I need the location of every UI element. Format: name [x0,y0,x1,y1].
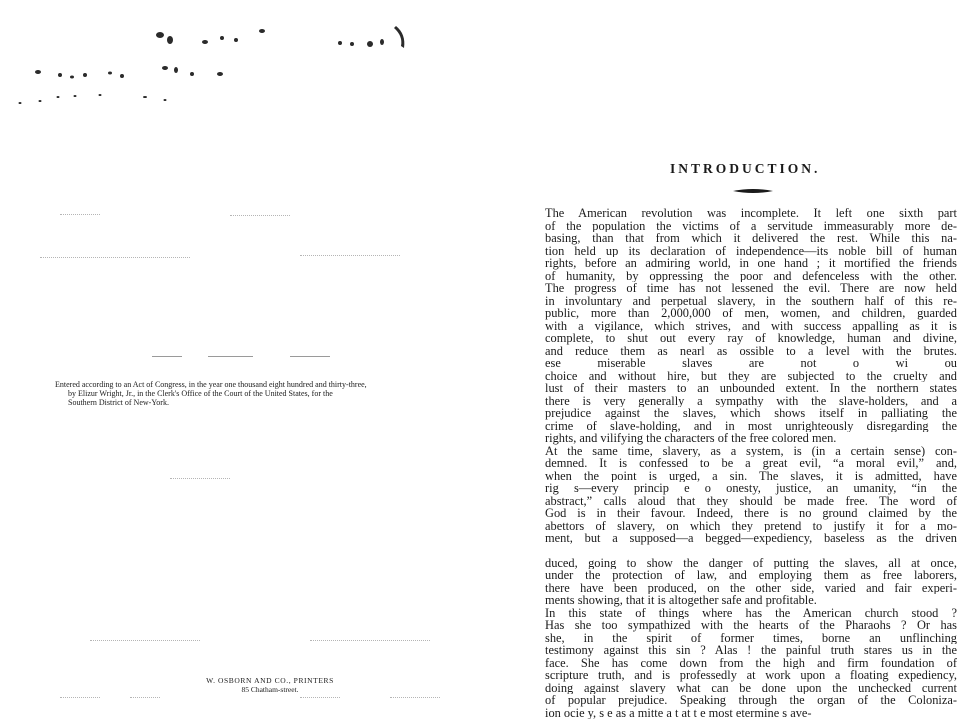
copyright-line: Southern District of New-York. [68,398,169,407]
page-title: INTRODUCTION. [670,161,821,176]
text-block-2 [545,557,957,720]
text-line: of the population the victims of a servitude immeasurably more de- [545,219,957,232]
divider-rule [208,356,253,357]
text-line: tion held up its declaration of independence—its noble bill of human [545,244,957,257]
text-line: abettors of slavery, on which they pretend to justify it for a mo- [545,519,957,532]
text-line: demned. It is confessed to be a great evil, “a moral evil,” and, [545,457,957,470]
text-line: of humanity, by oppressing the poor and defenceless with the other. [545,269,957,282]
text-line: testimony against this sin ? Alas ! the painful truth stares us in the [545,644,957,657]
text-line: ion ocie y, s e as a mitte a t at t e most etermine s ave- [545,706,812,719]
faint-rule [90,640,200,641]
faint-rule [130,697,160,698]
divider-rule [152,356,182,357]
text-line: public, more than 2,000,000 of men, women, and children, guarded [545,307,957,320]
faint-rule [170,478,230,479]
text-line: doing against slavery what can be done upon the unchecked current [545,681,957,694]
introduction-text [545,207,957,719]
printer-imprint [170,676,370,694]
text-line: under the protection of law, and employing them as free laborers, [545,569,957,582]
text-line: there have been produced, on the other side, varied and fair experi- [545,581,957,594]
text-line: and reduce them as nearl as ossible to a level with the brutes. [545,344,957,357]
text-line: she, in the spirit of former times, borne an unflinching [545,631,957,644]
text-line: rights, and vilifying the characters of the free colored men. [545,432,837,445]
text-line: abstract,” calls aloud that they should be made free. The word of [545,494,957,507]
printer-address: 85 Chatham-street. [241,685,299,694]
faint-rule [60,697,100,698]
ornament-rule [733,186,773,196]
divider-rule [290,356,330,357]
text-line: lust of their masters to an unbounded extent. In the northern states [545,382,957,395]
text-line: Has she too sympathized with the hearts of the Pharaohs ? Or has [545,619,957,632]
text-line: with a vigilance, which strives, and with success appalling as it is [545,319,957,332]
text-line: when the point is urged, a sin. The slaves, it is admitted, have [545,469,957,482]
text-line: prejudice against the slaves, which shows itself in palliating the [545,407,957,420]
right-page [490,0,980,723]
faint-rule [390,697,440,698]
text-line: The American revolution was incomplete. It left one sixth part [545,207,957,220]
text-line: complete, to shut out every ray of knowledge, human and divine, [545,332,957,345]
text-line: in involuntary and perpetual slavery, in the southern half of this re- [545,294,957,307]
text-line: basing, than that from which it delivered the rest. While this na- [545,232,957,245]
copyright-line: by Elizur Wright, Jr., in the Clerk's Office of the Court of the United States, for the [68,389,333,398]
faint-rule [300,697,340,698]
printer-name: W. OSBORN AND CO., PRINTERS [206,676,334,685]
text-line: ments showing, that it is altogether safe and profitable. [545,594,817,607]
text-line: rig s—every princip e o onesty, justice, an umanity, “in the [545,482,957,495]
faint-rule [300,255,400,256]
text-line: In this state of things where has the American church stood ? [545,606,957,619]
faint-rule [40,257,190,258]
copyright-line: Entered according to an Act of Congress, in the year one thousand eight hundred and thirty-three, [55,380,367,389]
text-line: of popular prejudice. Speaking through the organ of the Coloniza- [545,694,957,707]
text-line: duced, going to show the danger of putting the slaves, all at once, [545,556,957,569]
text-line: ment, but a supposed—a begged—expediency, baseless as the driven [545,532,957,545]
text-line: ese miserable slaves are not o wi ou [545,357,957,370]
text-line: The progress of time has not lessened the evil. There are now held [545,282,957,295]
faint-rule [230,215,290,216]
text-line: there is very generally a sympathy with the slave-holders, and a [545,394,957,407]
faint-rule [60,214,100,215]
bleed-through-marks [0,0,490,130]
text-line: At the same time, slavery, as a system, is (in a certain sense) con- [545,444,957,457]
copyright-notice [55,380,467,407]
faint-rule [310,640,430,641]
text-line: crime of slave-holding, and in most unrighteously disregarding the [545,419,957,432]
text-line: choice and without hire, but they are subjected to the cruelty and [545,369,957,382]
text-line: rights, before an admiring world, in one hand ; it mortified the friends [545,257,957,270]
text-line: scripture truth, and is professedly at work upon a floating expediency, [545,669,957,682]
text-line: face. She has come down from the high and firm foundation of [545,656,957,669]
text-line: God is in their favour. Indeed, there is no ground claimed by the [545,507,957,520]
text-block-1 [545,207,957,545]
